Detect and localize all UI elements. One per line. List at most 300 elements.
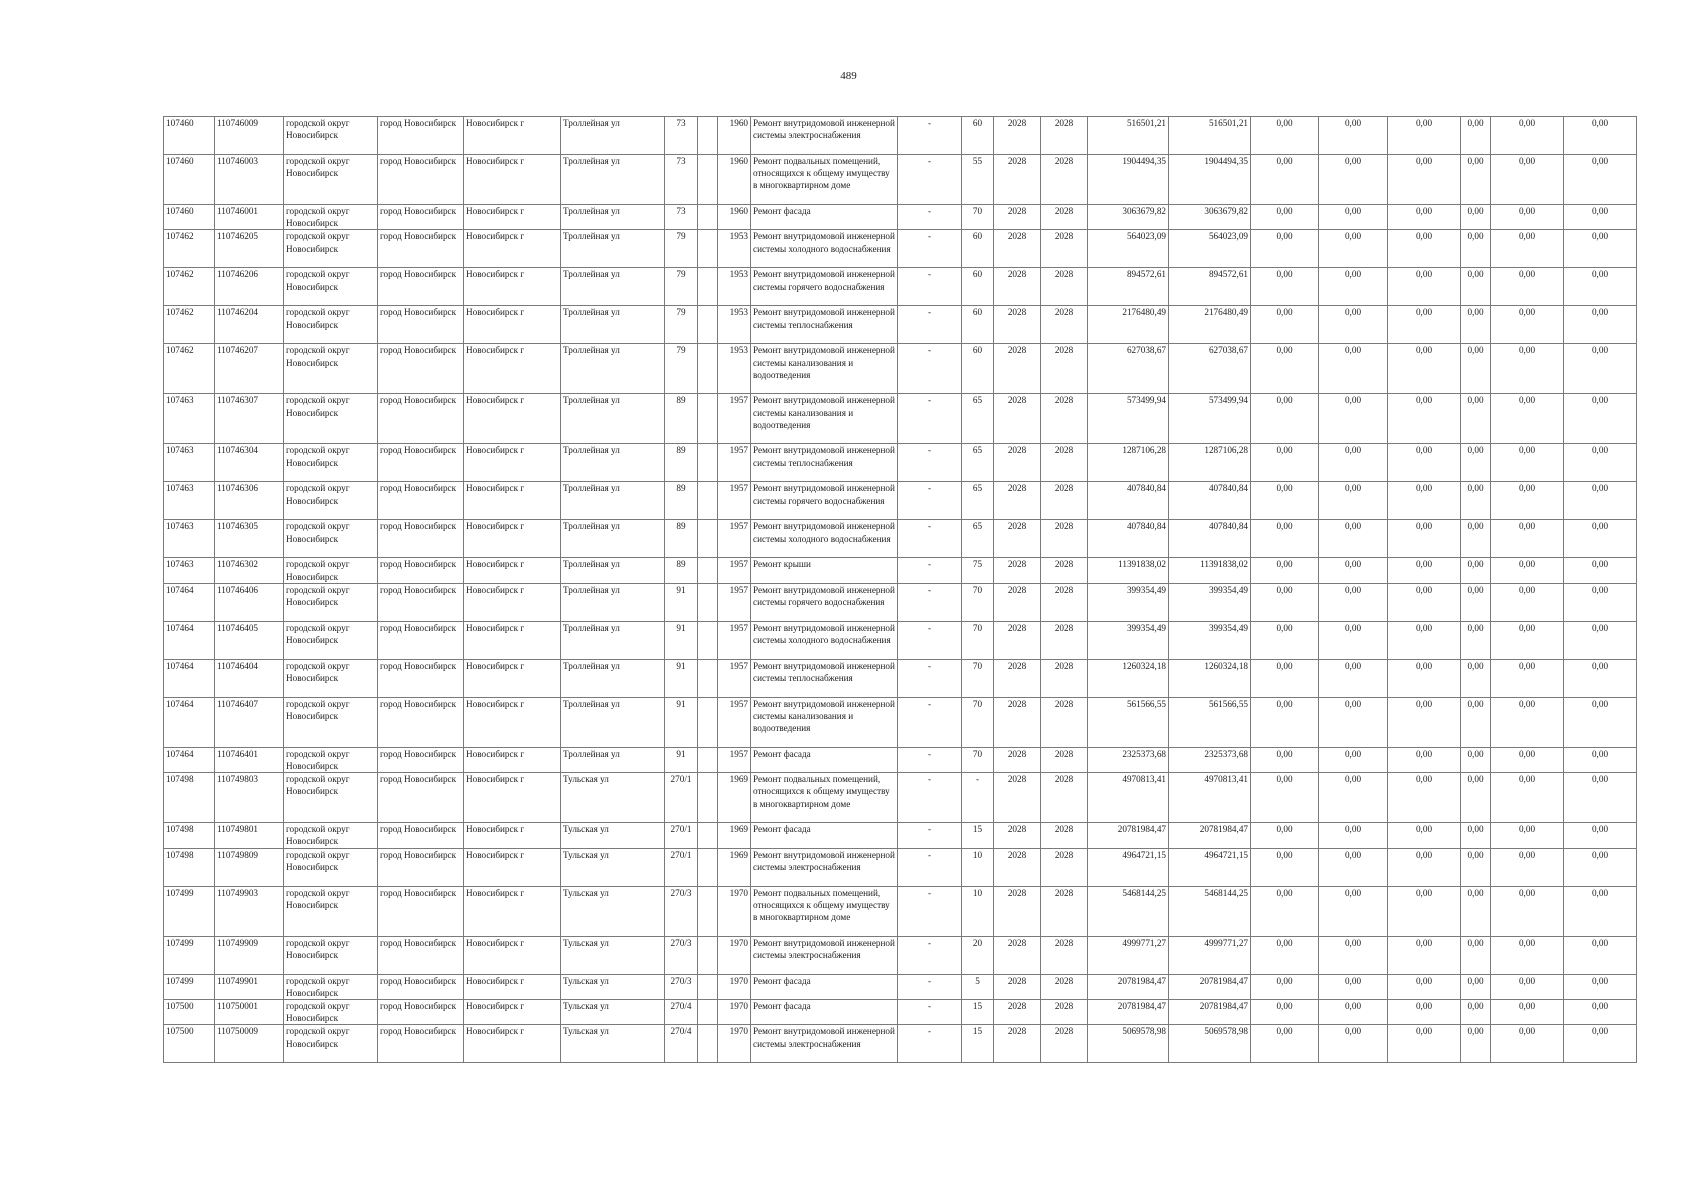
- cell-house-number: 270/4: [665, 1025, 698, 1063]
- table-row: [164, 230, 1637, 268]
- cell-work-type: Ремонт фасада: [751, 1000, 898, 1025]
- cell-record-id: 107463: [164, 520, 215, 558]
- cell-cost-col-4: 0,00: [1461, 659, 1491, 697]
- cell-cost-col-1: 0,00: [1251, 936, 1319, 974]
- cell-record-id: 107498: [164, 773, 215, 823]
- cell-cost-col-5: 0,00: [1491, 268, 1564, 306]
- cell-plan-year-end: 2028: [1041, 268, 1088, 306]
- cell-dash: -: [898, 394, 962, 444]
- cell-building: [698, 444, 718, 482]
- cell-total-cost: 4970813,41: [1088, 773, 1169, 823]
- cell-total-cost: 5468144,25: [1088, 886, 1169, 936]
- cell-dash: -: [898, 205, 962, 230]
- cell-plan-year-start: 2028: [994, 1025, 1041, 1063]
- cell-cost-col-5: 0,00: [1491, 1000, 1564, 1025]
- cell-cost-col-6: 0,00: [1564, 117, 1637, 155]
- cell-total-cost: 516501,21: [1088, 117, 1169, 155]
- cell-year-built: 1957: [718, 697, 751, 747]
- cell-municipality: городской округ Новосибирск: [284, 974, 378, 999]
- cell-total-cost: 573499,94: [1088, 394, 1169, 444]
- cell-total-cost: 564023,09: [1088, 230, 1169, 268]
- cell-work-type: Ремонт внутридомовой инженерной системы теплоснабжения: [751, 659, 898, 697]
- cell-settlement: город Новосибирск: [378, 155, 464, 205]
- cell-record-id: 107499: [164, 886, 215, 936]
- cell-house-number: 91: [665, 747, 698, 772]
- table-row: [164, 306, 1637, 344]
- cell-cost-col-2: 0,00: [1319, 306, 1388, 344]
- cell-dash: -: [898, 886, 962, 936]
- cell-record-id: 107464: [164, 747, 215, 772]
- cell-work-type: Ремонт внутридомовой инженерной системы холодного водоснабжения: [751, 520, 898, 558]
- cell-locality: Новосибирск г: [464, 558, 561, 583]
- cell-cost-col-5: 0,00: [1491, 482, 1564, 520]
- cell-cost-col-3: 0,00: [1388, 823, 1461, 848]
- cell-cost-col-1: 0,00: [1251, 520, 1319, 558]
- cell-object-code: 110746302: [215, 558, 284, 583]
- cell-cost-col-6: 0,00: [1564, 697, 1637, 747]
- cell-municipality: городской округ Новосибирск: [284, 230, 378, 268]
- cell-cost-col-3: 0,00: [1388, 482, 1461, 520]
- table-row: [164, 205, 1637, 230]
- cell-house-number: 270/1: [665, 848, 698, 886]
- cell-plan-year-start: 2028: [994, 697, 1041, 747]
- cell-cost-col-4: 0,00: [1461, 155, 1491, 205]
- cell-dash: -: [898, 583, 962, 621]
- cell-cost-col-6: 0,00: [1564, 155, 1637, 205]
- cell-house-number: 270/1: [665, 773, 698, 823]
- cell-total-cost: 1287106,28: [1088, 444, 1169, 482]
- cell-cost-fund: 4999771,27: [1169, 936, 1251, 974]
- cell-dash: -: [898, 444, 962, 482]
- cell-year-built: 1969: [718, 773, 751, 823]
- cell-house-number: 91: [665, 659, 698, 697]
- table-row: [164, 621, 1637, 659]
- cell-street: Троллейная ул: [561, 444, 665, 482]
- table-row: [164, 482, 1637, 520]
- cell-house-number: 270/3: [665, 936, 698, 974]
- cell-municipality: городской округ Новосибирск: [284, 697, 378, 747]
- cell-cost-col-6: 0,00: [1564, 886, 1637, 936]
- cell-year-built: 1969: [718, 823, 751, 848]
- cell-record-id: 107464: [164, 697, 215, 747]
- cell-record-id: 107463: [164, 444, 215, 482]
- cell-cost-col-2: 0,00: [1319, 697, 1388, 747]
- cell-dash: -: [898, 230, 962, 268]
- cell-house-number: 89: [665, 482, 698, 520]
- cell-cost-col-1: 0,00: [1251, 773, 1319, 823]
- cell-cost-col-5: 0,00: [1491, 394, 1564, 444]
- cell-cost-col-5: 0,00: [1491, 773, 1564, 823]
- cell-street: Троллейная ул: [561, 659, 665, 697]
- cell-cost-col-3: 0,00: [1388, 268, 1461, 306]
- cell-wear-percent: 60: [962, 117, 994, 155]
- cell-year-built: 1970: [718, 936, 751, 974]
- cell-house-number: 79: [665, 306, 698, 344]
- cell-object-code: 110750009: [215, 1025, 284, 1063]
- cell-settlement: город Новосибирск: [378, 583, 464, 621]
- cell-cost-col-6: 0,00: [1564, 1025, 1637, 1063]
- table-body: [164, 117, 1637, 1063]
- cell-dash: -: [898, 482, 962, 520]
- cell-wear-percent: 70: [962, 697, 994, 747]
- cell-settlement: город Новосибирск: [378, 117, 464, 155]
- cell-cost-col-4: 0,00: [1461, 558, 1491, 583]
- cell-total-cost: 3063679,82: [1088, 205, 1169, 230]
- cell-settlement: город Новосибирск: [378, 394, 464, 444]
- cell-cost-col-5: 0,00: [1491, 583, 1564, 621]
- cell-house-number: 89: [665, 520, 698, 558]
- cell-wear-percent: 15: [962, 1025, 994, 1063]
- cell-municipality: городской округ Новосибирск: [284, 205, 378, 230]
- cell-total-cost: 1260324,18: [1088, 659, 1169, 697]
- cell-record-id: 107462: [164, 344, 215, 394]
- cell-year-built: 1957: [718, 558, 751, 583]
- cell-cost-col-3: 0,00: [1388, 394, 1461, 444]
- cell-cost-col-1: 0,00: [1251, 974, 1319, 999]
- cell-cost-col-6: 0,00: [1564, 848, 1637, 886]
- cell-dash: -: [898, 558, 962, 583]
- cell-municipality: городской округ Новосибирск: [284, 394, 378, 444]
- cell-total-cost: 20781984,47: [1088, 823, 1169, 848]
- cell-municipality: городской округ Новосибирск: [284, 621, 378, 659]
- cell-plan-year-end: 2028: [1041, 482, 1088, 520]
- cell-cost-col-5: 0,00: [1491, 747, 1564, 772]
- cell-plan-year-start: 2028: [994, 886, 1041, 936]
- cell-work-type: Ремонт внутридомовой инженерной системы канализования и водоотведения: [751, 394, 898, 444]
- table-row: [164, 747, 1637, 772]
- cell-plan-year-end: 2028: [1041, 823, 1088, 848]
- cell-cost-col-6: 0,00: [1564, 558, 1637, 583]
- cell-cost-col-6: 0,00: [1564, 659, 1637, 697]
- cell-object-code: 110746207: [215, 344, 284, 394]
- cell-cost-col-2: 0,00: [1319, 268, 1388, 306]
- cell-work-type: Ремонт внутридомовой инженерной системы теплоснабжения: [751, 306, 898, 344]
- cell-house-number: 270/3: [665, 886, 698, 936]
- cell-object-code: 110746001: [215, 205, 284, 230]
- cell-settlement: город Новосибирск: [378, 1000, 464, 1025]
- cell-municipality: городской округ Новосибирск: [284, 1025, 378, 1063]
- cell-cost-col-3: 0,00: [1388, 583, 1461, 621]
- cell-cost-col-4: 0,00: [1461, 444, 1491, 482]
- cell-cost-col-1: 0,00: [1251, 205, 1319, 230]
- cell-cost-col-2: 0,00: [1319, 773, 1388, 823]
- cell-locality: Новосибирск г: [464, 697, 561, 747]
- cell-total-cost: 407840,84: [1088, 520, 1169, 558]
- cell-locality: Новосибирск г: [464, 268, 561, 306]
- cell-plan-year-start: 2028: [994, 823, 1041, 848]
- cell-object-code: 110749909: [215, 936, 284, 974]
- table-row: [164, 444, 1637, 482]
- page-number: 489: [840, 70, 857, 82]
- cell-cost-col-6: 0,00: [1564, 747, 1637, 772]
- cell-record-id: 107498: [164, 823, 215, 848]
- cell-cost-col-5: 0,00: [1491, 886, 1564, 936]
- cell-cost-col-6: 0,00: [1564, 1000, 1637, 1025]
- cell-plan-year-start: 2028: [994, 155, 1041, 205]
- cell-locality: Новосибирск г: [464, 520, 561, 558]
- table-row: [164, 848, 1637, 886]
- cell-work-type: Ремонт подвальных помещений, относящихся к общему имуществу в многоквартирном доме: [751, 773, 898, 823]
- cell-record-id: 107460: [164, 205, 215, 230]
- cell-cost-col-3: 0,00: [1388, 1025, 1461, 1063]
- cell-cost-col-2: 0,00: [1319, 583, 1388, 621]
- cell-cost-col-2: 0,00: [1319, 848, 1388, 886]
- cell-dash: -: [898, 773, 962, 823]
- cell-cost-col-2: 0,00: [1319, 558, 1388, 583]
- cell-object-code: 110749803: [215, 773, 284, 823]
- cell-cost-col-4: 0,00: [1461, 697, 1491, 747]
- cell-year-built: 1970: [718, 1025, 751, 1063]
- cell-cost-col-3: 0,00: [1388, 230, 1461, 268]
- cell-cost-col-2: 0,00: [1319, 659, 1388, 697]
- cell-building: [698, 621, 718, 659]
- cell-building: [698, 1025, 718, 1063]
- cell-settlement: город Новосибирск: [378, 936, 464, 974]
- cell-building: [698, 520, 718, 558]
- cell-cost-col-2: 0,00: [1319, 155, 1388, 205]
- cell-cost-col-6: 0,00: [1564, 520, 1637, 558]
- cell-dash: -: [898, 268, 962, 306]
- cell-cost-fund: 407840,84: [1169, 482, 1251, 520]
- cell-cost-fund: 561566,55: [1169, 697, 1251, 747]
- cell-settlement: город Новосибирск: [378, 659, 464, 697]
- cell-cost-col-6: 0,00: [1564, 936, 1637, 974]
- cell-cost-col-4: 0,00: [1461, 520, 1491, 558]
- cell-building: [698, 886, 718, 936]
- cell-cost-col-1: 0,00: [1251, 1025, 1319, 1063]
- cell-cost-col-2: 0,00: [1319, 936, 1388, 974]
- cell-cost-col-1: 0,00: [1251, 230, 1319, 268]
- cell-year-built: 1957: [718, 394, 751, 444]
- cell-cost-col-2: 0,00: [1319, 444, 1388, 482]
- cell-plan-year-start: 2028: [994, 205, 1041, 230]
- cell-object-code: 110746404: [215, 659, 284, 697]
- cell-municipality: городской округ Новосибирск: [284, 1000, 378, 1025]
- cell-cost-col-5: 0,00: [1491, 848, 1564, 886]
- cell-object-code: 110746204: [215, 306, 284, 344]
- cell-plan-year-start: 2028: [994, 558, 1041, 583]
- cell-object-code: 110746407: [215, 697, 284, 747]
- cell-wear-percent: 65: [962, 394, 994, 444]
- cell-work-type: Ремонт внутридомовой инженерной системы канализования и водоотведения: [751, 697, 898, 747]
- cell-cost-col-5: 0,00: [1491, 621, 1564, 659]
- cell-cost-col-5: 0,00: [1491, 306, 1564, 344]
- cell-cost-fund: 407840,84: [1169, 520, 1251, 558]
- cell-cost-col-2: 0,00: [1319, 823, 1388, 848]
- table-row: [164, 268, 1637, 306]
- cell-object-code: 110746401: [215, 747, 284, 772]
- cell-settlement: город Новосибирск: [378, 848, 464, 886]
- cell-record-id: 107462: [164, 268, 215, 306]
- cell-building: [698, 936, 718, 974]
- cell-dash: -: [898, 823, 962, 848]
- cell-settlement: город Новосибирск: [378, 1025, 464, 1063]
- cell-work-type: Ремонт фасада: [751, 205, 898, 230]
- cell-wear-percent: 75: [962, 558, 994, 583]
- cell-settlement: город Новосибирск: [378, 482, 464, 520]
- cell-locality: Новосибирск г: [464, 583, 561, 621]
- cell-object-code: 110749801: [215, 823, 284, 848]
- cell-cost-col-3: 0,00: [1388, 444, 1461, 482]
- table-row: [164, 659, 1637, 697]
- cell-year-built: 1957: [718, 621, 751, 659]
- cell-cost-col-1: 0,00: [1251, 394, 1319, 444]
- cell-cost-col-4: 0,00: [1461, 886, 1491, 936]
- cell-plan-year-end: 2028: [1041, 306, 1088, 344]
- cell-cost-col-6: 0,00: [1564, 974, 1637, 999]
- cell-total-cost: 5069578,98: [1088, 1025, 1169, 1063]
- cell-cost-col-1: 0,00: [1251, 558, 1319, 583]
- cell-cost-col-4: 0,00: [1461, 848, 1491, 886]
- cell-year-built: 1953: [718, 268, 751, 306]
- cell-plan-year-end: 2028: [1041, 205, 1088, 230]
- cell-settlement: город Новосибирск: [378, 344, 464, 394]
- cell-municipality: городской округ Новосибирск: [284, 848, 378, 886]
- cell-locality: Новосибирск г: [464, 1025, 561, 1063]
- table-row: [164, 1000, 1637, 1025]
- cell-building: [698, 306, 718, 344]
- cell-street: Тульская ул: [561, 823, 665, 848]
- cell-settlement: город Новосибирск: [378, 205, 464, 230]
- cell-object-code: 110749901: [215, 974, 284, 999]
- cell-settlement: город Новосибирск: [378, 747, 464, 772]
- cell-cost-fund: 516501,21: [1169, 117, 1251, 155]
- cell-cost-col-6: 0,00: [1564, 444, 1637, 482]
- cell-cost-col-4: 0,00: [1461, 482, 1491, 520]
- cell-street: Троллейная ул: [561, 747, 665, 772]
- cell-plan-year-start: 2028: [994, 659, 1041, 697]
- cell-cost-col-4: 0,00: [1461, 306, 1491, 344]
- cell-building: [698, 747, 718, 772]
- cell-wear-percent: 15: [962, 1000, 994, 1025]
- cell-cost-col-1: 0,00: [1251, 747, 1319, 772]
- cell-settlement: город Новосибирск: [378, 697, 464, 747]
- cell-cost-fund: 20781984,47: [1169, 823, 1251, 848]
- cell-settlement: город Новосибирск: [378, 444, 464, 482]
- cell-work-type: Ремонт внутридомовой инженерной системы холодного водоснабжения: [751, 230, 898, 268]
- cell-house-number: 89: [665, 444, 698, 482]
- cell-cost-col-5: 0,00: [1491, 974, 1564, 999]
- cell-cost-col-2: 0,00: [1319, 394, 1388, 444]
- cell-cost-col-3: 0,00: [1388, 936, 1461, 974]
- cell-cost-col-1: 0,00: [1251, 848, 1319, 886]
- cell-street: Троллейная ул: [561, 394, 665, 444]
- cell-plan-year-start: 2028: [994, 583, 1041, 621]
- cell-street: Троллейная ул: [561, 482, 665, 520]
- cell-dash: -: [898, 936, 962, 974]
- cell-wear-percent: 55: [962, 155, 994, 205]
- cell-settlement: город Новосибирск: [378, 974, 464, 999]
- cell-house-number: 91: [665, 583, 698, 621]
- cell-wear-percent: 60: [962, 306, 994, 344]
- cell-street: Троллейная ул: [561, 155, 665, 205]
- cell-cost-col-4: 0,00: [1461, 621, 1491, 659]
- cell-municipality: городской округ Новосибирск: [284, 823, 378, 848]
- cell-settlement: город Новосибирск: [378, 886, 464, 936]
- cell-wear-percent: 60: [962, 344, 994, 394]
- cell-plan-year-start: 2028: [994, 936, 1041, 974]
- cell-cost-col-3: 0,00: [1388, 697, 1461, 747]
- cell-municipality: городской округ Новосибирск: [284, 155, 378, 205]
- cell-dash: -: [898, 520, 962, 558]
- cell-object-code: 110746405: [215, 621, 284, 659]
- cell-cost-col-5: 0,00: [1491, 205, 1564, 230]
- cell-cost-col-4: 0,00: [1461, 773, 1491, 823]
- cell-cost-col-3: 0,00: [1388, 558, 1461, 583]
- cell-plan-year-end: 2028: [1041, 558, 1088, 583]
- table-row: [164, 155, 1637, 205]
- cell-cost-col-2: 0,00: [1319, 621, 1388, 659]
- cell-cost-fund: 1287106,28: [1169, 444, 1251, 482]
- cell-dash: -: [898, 306, 962, 344]
- cell-street: Тульская ул: [561, 848, 665, 886]
- cell-total-cost: 561566,55: [1088, 697, 1169, 747]
- cell-object-code: 110746009: [215, 117, 284, 155]
- cell-cost-col-3: 0,00: [1388, 886, 1461, 936]
- cell-municipality: городской округ Новосибирск: [284, 344, 378, 394]
- cell-building: [698, 773, 718, 823]
- cell-cost-fund: 1904494,35: [1169, 155, 1251, 205]
- cell-cost-fund: 2325373,68: [1169, 747, 1251, 772]
- cell-wear-percent: 65: [962, 520, 994, 558]
- cell-cost-col-5: 0,00: [1491, 520, 1564, 558]
- cell-plan-year-end: 2028: [1041, 344, 1088, 394]
- cell-cost-col-1: 0,00: [1251, 155, 1319, 205]
- cell-cost-col-4: 0,00: [1461, 1025, 1491, 1063]
- cell-year-built: 1957: [718, 659, 751, 697]
- cell-cost-col-3: 0,00: [1388, 974, 1461, 999]
- cell-wear-percent: 70: [962, 747, 994, 772]
- cell-street: Троллейная ул: [561, 117, 665, 155]
- cell-cost-col-1: 0,00: [1251, 306, 1319, 344]
- cell-object-code: 110746206: [215, 268, 284, 306]
- table-row: [164, 583, 1637, 621]
- cell-building: [698, 344, 718, 394]
- cell-work-type: Ремонт подвальных помещений, относящихся к общему имуществу в многоквартирном доме: [751, 155, 898, 205]
- cell-cost-col-5: 0,00: [1491, 117, 1564, 155]
- cell-year-built: 1953: [718, 306, 751, 344]
- cell-total-cost: 627038,67: [1088, 344, 1169, 394]
- cell-total-cost: 11391838,02: [1088, 558, 1169, 583]
- cell-cost-col-3: 0,00: [1388, 520, 1461, 558]
- cell-cost-col-2: 0,00: [1319, 1025, 1388, 1063]
- cell-cost-col-6: 0,00: [1564, 230, 1637, 268]
- cell-cost-col-4: 0,00: [1461, 230, 1491, 268]
- cell-municipality: городской округ Новосибирск: [284, 117, 378, 155]
- cell-year-built: 1969: [718, 848, 751, 886]
- cell-municipality: городской округ Новосибирск: [284, 583, 378, 621]
- cell-cost-col-1: 0,00: [1251, 444, 1319, 482]
- cell-municipality: городской округ Новосибирск: [284, 936, 378, 974]
- cell-cost-col-5: 0,00: [1491, 1025, 1564, 1063]
- table-row: [164, 823, 1637, 848]
- cell-locality: Новосибирск г: [464, 823, 561, 848]
- cell-cost-col-3: 0,00: [1388, 306, 1461, 344]
- cell-building: [698, 823, 718, 848]
- cell-record-id: 107464: [164, 621, 215, 659]
- cell-cost-fund: 4970813,41: [1169, 773, 1251, 823]
- cell-house-number: 73: [665, 117, 698, 155]
- cell-cost-col-1: 0,00: [1251, 117, 1319, 155]
- cell-cost-col-6: 0,00: [1564, 306, 1637, 344]
- cell-street: Троллейная ул: [561, 306, 665, 344]
- cell-dash: -: [898, 697, 962, 747]
- cell-cost-fund: 5468144,25: [1169, 886, 1251, 936]
- cell-year-built: 1957: [718, 520, 751, 558]
- cell-dash: -: [898, 155, 962, 205]
- cell-settlement: город Новосибирск: [378, 558, 464, 583]
- cell-cost-col-5: 0,00: [1491, 558, 1564, 583]
